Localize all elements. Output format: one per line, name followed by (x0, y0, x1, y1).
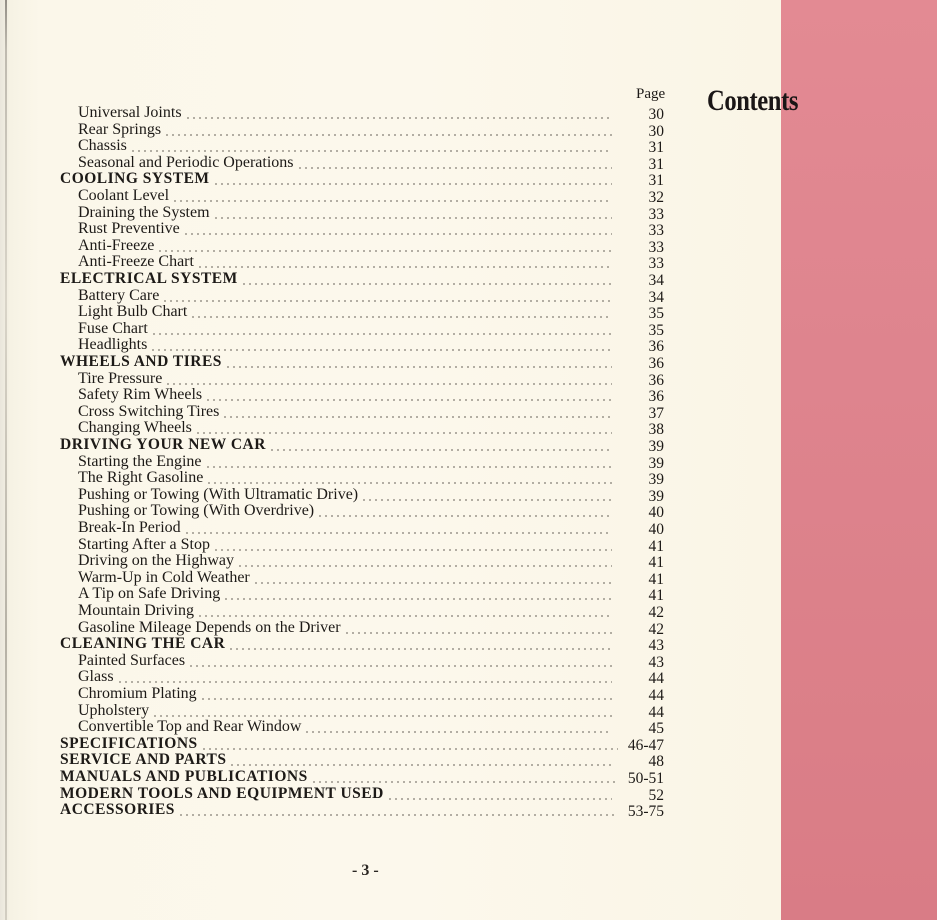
toc-entry (0, 537, 700, 554)
dot-leader (190, 304, 612, 320)
toc-entry-label: Light Bulb Chart (78, 303, 188, 321)
toc-entry (0, 155, 700, 172)
dot-leader (253, 570, 612, 586)
dot-leader (130, 138, 612, 154)
toc-entry-label: Rust Preventive (78, 220, 180, 238)
dot-leader (206, 470, 612, 486)
toc-entry (0, 238, 700, 255)
toc-entry-page: 46-47 (627, 736, 664, 754)
toc-entry-label: Seasonal and Periodic Operations (78, 153, 294, 171)
dot-leader (213, 537, 612, 553)
dot-leader (200, 686, 612, 702)
toc-section-heading (0, 736, 700, 753)
toc-entry-label: Driving on the Highway (78, 552, 234, 570)
toc-entry-page: 50-51 (627, 770, 664, 787)
toc-entry (0, 487, 700, 504)
dot-leader (197, 603, 612, 619)
toc-entry-page: 41 (648, 537, 664, 555)
dot-leader (387, 786, 612, 802)
toc-entry-page: 39 (648, 438, 664, 455)
toc-entry-page: 32 (648, 189, 664, 206)
dot-leader (185, 105, 612, 121)
dot-leader (213, 205, 612, 221)
page-number: - 3 - (352, 862, 379, 879)
toc-entry (0, 503, 700, 520)
toc-entry-label: Fuse Chart (78, 319, 148, 337)
toc-entry-label: Safety Rim Wheels (78, 386, 203, 404)
toc-entry (0, 570, 700, 587)
toc-entry-label: COOLING SYSTEM (60, 170, 210, 188)
dot-leader (223, 586, 612, 602)
dot-leader (213, 171, 612, 187)
toc-entry-page: 39 (648, 471, 664, 489)
toc-entry-page: 30 (648, 106, 664, 123)
dot-leader (225, 354, 612, 370)
toc-entry-page: 35 (648, 305, 664, 323)
toc-entry-page: 31 (648, 139, 664, 157)
toc-entry (0, 321, 700, 338)
toc-entry-label: MANUALS AND PUBLICATIONS (60, 768, 308, 785)
toc-entry-label: Rear Springs (78, 120, 162, 138)
toc-entry-page: 35 (648, 321, 664, 339)
toc-entry-label: Break-In Period (78, 519, 181, 536)
dot-leader (222, 404, 612, 420)
toc-entry-label: Draining the System (78, 203, 210, 221)
toc-entry (0, 371, 700, 388)
pink-tab-strip (781, 0, 937, 920)
toc-entry-label: Headlights (78, 336, 148, 354)
toc-entry-page: 36 (648, 338, 664, 356)
toc-entry-label: WHEELS AND TIRES (60, 353, 222, 370)
toc-entry-label: Changing Wheels (78, 419, 192, 437)
dot-leader (205, 387, 612, 403)
dot-leader (201, 736, 618, 752)
dot-leader (241, 271, 612, 287)
toc-entry-page: 40 (648, 504, 664, 522)
toc-entry-label: A Tip on Safe Driving (78, 585, 221, 603)
toc-entry-page: 36 (648, 371, 664, 389)
toc-entry (0, 205, 700, 222)
dot-leader (205, 454, 612, 470)
toc-entry (0, 470, 700, 487)
dot-leader (188, 653, 612, 669)
dot-leader (229, 752, 612, 768)
toc-entry-page: 30 (648, 122, 664, 140)
toc-entry-page: 37 (648, 404, 664, 422)
toc-entry-label: Gasoline Mileage Depends on the Driver (78, 618, 341, 636)
toc-entry-page: 41 (648, 570, 664, 588)
dot-leader (165, 371, 612, 387)
toc-section-heading (0, 786, 700, 803)
toc-entry-page: 48 (648, 753, 664, 771)
toc-section-heading (0, 636, 700, 653)
toc-entry-page: 36 (648, 355, 664, 372)
toc-entry-label: Starting After a Stop (78, 535, 210, 553)
toc-entry-page: 44 (648, 687, 664, 704)
toc-entry-label: Mountain Driving (78, 602, 194, 619)
dot-leader (184, 520, 612, 536)
toc-entry-label: ELECTRICAL SYSTEM (60, 270, 238, 287)
toc-entry-page: 44 (648, 670, 664, 688)
toc-entry-page: 52 (648, 786, 664, 804)
toc-entry-page: 31 (648, 155, 664, 173)
toc-entry-label: Upholstery (78, 701, 150, 719)
toc-entry-page: 42 (648, 604, 664, 621)
toc-entry-page: 42 (648, 620, 664, 638)
toc-section-heading (0, 271, 700, 288)
toc-entry-label: MODERN TOOLS AND EQUIPMENT USED (60, 784, 384, 802)
toc-section-heading (0, 802, 700, 819)
toc-entry (0, 254, 700, 271)
dot-leader (297, 155, 612, 171)
dot-leader (311, 769, 618, 785)
toc-entry-page: 41 (648, 587, 664, 605)
toc-entry-page: 39 (648, 487, 664, 505)
toc-entry (0, 703, 700, 720)
toc-entry-page: 33 (648, 238, 664, 256)
toc-entry-label: Pushing or Towing (With Overdrive) (78, 502, 315, 520)
toc-entry-label: Chromium Plating (78, 685, 197, 702)
toc-entry (0, 586, 700, 603)
dot-leader (162, 288, 612, 304)
toc-entry (0, 620, 700, 637)
toc-section-heading (0, 752, 700, 769)
toc-entry-page: 53-75 (627, 803, 664, 821)
toc-entry-label: Chassis (78, 137, 127, 155)
toc-entry-page: 36 (648, 388, 664, 406)
page-title: Contents (707, 84, 799, 117)
toc-entry-label: Anti-Freeze (78, 236, 155, 254)
toc-entry (0, 404, 700, 421)
toc-entry (0, 454, 700, 471)
toc-entry-label: Tire Pressure (78, 369, 163, 387)
toc-entry-label: Universal Joints (78, 104, 182, 121)
dot-leader (178, 802, 618, 818)
toc-entry (0, 122, 700, 139)
toc-section-heading (0, 437, 700, 454)
dot-leader (361, 487, 612, 503)
toc-entry (0, 653, 700, 670)
dot-leader (269, 437, 612, 453)
toc-entry (0, 603, 700, 620)
toc-entry (0, 188, 700, 205)
toc-entry-label: Convertible Top and Rear Window (78, 718, 302, 736)
toc-entry-page: 34 (648, 272, 664, 289)
toc-entry-page: 38 (648, 421, 664, 439)
toc-entry (0, 719, 700, 736)
toc-entry-label: CLEANING THE CAR (60, 635, 226, 653)
toc-entry-label: Coolant Level (78, 187, 170, 204)
dot-leader (228, 636, 612, 652)
toc-entry-page: 43 (648, 637, 664, 655)
toc-entry-page: 41 (648, 554, 664, 572)
toc-entry-label: SPECIFICATIONS (60, 734, 198, 752)
toc-section-heading (0, 171, 700, 188)
dot-leader (317, 503, 612, 519)
toc-entry-page: 39 (648, 454, 664, 472)
toc-entry (0, 420, 700, 437)
toc-entry (0, 138, 700, 155)
dot-leader (164, 122, 612, 138)
toc-entry (0, 304, 700, 321)
toc-entry (0, 553, 700, 570)
toc-section-heading (0, 769, 700, 786)
toc-entry (0, 669, 700, 686)
dot-leader (157, 238, 612, 254)
dot-leader (197, 254, 612, 270)
dot-leader (150, 337, 612, 353)
toc-entry-label: DRIVING YOUR NEW CAR (60, 436, 266, 453)
dot-leader (151, 321, 612, 337)
toc-entry-page: 40 (648, 521, 664, 538)
toc-entry (0, 337, 700, 354)
dot-leader (117, 669, 612, 685)
toc-entry (0, 288, 700, 305)
toc-entry-label: Anti-Freeze Chart (78, 253, 194, 271)
page-column-header: Page (636, 86, 666, 102)
toc-entry (0, 221, 700, 238)
dot-leader (304, 719, 612, 735)
toc-entry-label: Pushing or Towing (With Ultramatic Drive) (78, 485, 359, 503)
toc-entry (0, 686, 700, 703)
toc-entry-label: Painted Surfaces (78, 651, 186, 669)
toc-entry-label: ACCESSORIES (60, 801, 175, 819)
toc-entry-page: 34 (648, 288, 664, 306)
toc-entry-page: 31 (648, 172, 664, 190)
dot-leader (152, 703, 612, 719)
toc-entry-label: The Right Gasoline (78, 469, 204, 487)
toc-entry-page: 44 (648, 703, 664, 721)
toc-entry-label: Warm-Up in Cold Weather (78, 568, 250, 586)
dot-leader (195, 420, 612, 436)
toc-entry-label: Glass (78, 668, 114, 686)
toc-entry (0, 105, 700, 122)
toc-entry-page: 45 (648, 720, 664, 738)
toc-entry-label: SERVICE AND PARTS (60, 751, 227, 769)
toc-section-heading (0, 354, 700, 371)
toc-entry (0, 387, 700, 404)
toc-entry-label: Cross Switching Tires (78, 402, 220, 420)
toc-entry-page: 43 (648, 653, 664, 671)
dot-leader (237, 553, 612, 569)
dot-leader (183, 221, 612, 237)
toc-entry (0, 520, 700, 537)
toc-entry-page: 33 (648, 205, 664, 223)
toc-entry-page: 33 (648, 222, 664, 240)
toc-entry-label: Battery Care (78, 286, 160, 304)
dot-leader (344, 620, 612, 636)
toc-entry-label: Starting the Engine (78, 452, 202, 470)
toc-entry-page: 33 (648, 255, 664, 273)
dot-leader (172, 188, 612, 204)
